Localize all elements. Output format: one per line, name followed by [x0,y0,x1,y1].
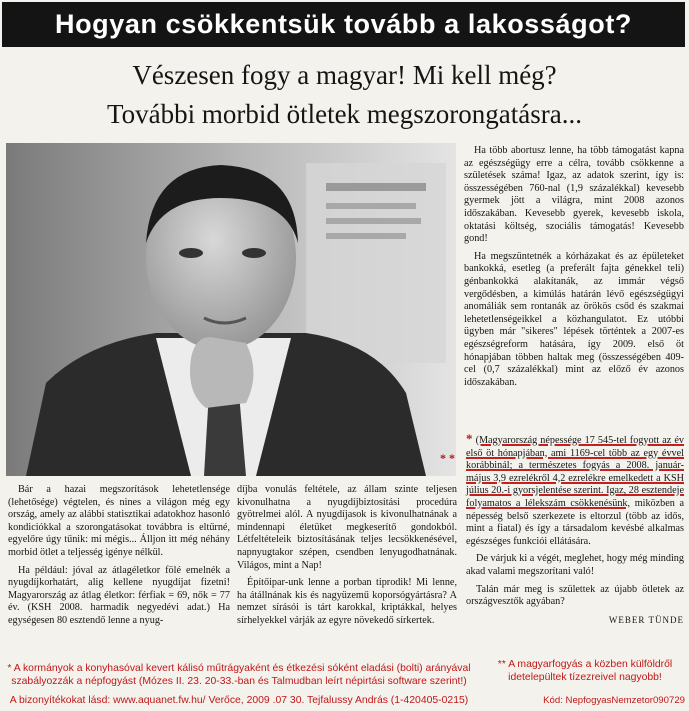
paragraph-hospitals: Ha megszüntetnék a kórházakat és az épületeket bankokká, esetleg (a preferált fajta génekkel teli) génbankokká alakítanák, az immár végső vergődésben, a kimúlás határán lévő egészségügyi anomáliák sem rontanák az örökös csőd és szakmai lehetetlenségeikkel a közhangulatot. Ez utóbbi ügyben már "sikeres" lépések történtek a 2007-es egészségreform hatására, így 2009. első öt hónapjában többen haltak meg (összességében 409-cel (0,7 százalékkal) mint az előző év azonos időszakában. [464,250,684,388]
right-column [464,145,684,394]
footnote-evidence: A bizonyítékokat lásd: www.aquanet.fw.hu/ Verőce, 2009 .07 30. Tejfalussy András (1-420405-0215) [9,695,469,706]
left-column [8,484,230,633]
footnote-salt: * A kormányok a konyhasóval kevert kálisó műtrágyaként és étkezési sóként eladási (bolti) arányával szabályozzák a népfogyást (Mózes II. 23. 20-33.-ban és Talmudban leírt népirtási software szerint!) [7,663,471,687]
right-column-lower [466,433,684,626]
paragraph-population [466,433,684,548]
paragraph-ideas: Talán már meg is születtek az újabb ötletek az országvesztők agyában? [466,583,684,608]
paragraph-wait: De várjuk ki a végét, meglehet, hogy még minding akad valami megszorítani való! [466,553,684,577]
footnote-double-mark: ** [497,659,506,670]
paragraph-pension-cont: díjba vonulás feltétele, az állam szinte teljesen kivonulhatna a nyugdíjbiztosítási procedúra gyötrelmei alól. A nyugdíjasok is kivonulhatnának a mindennapi életüket megkeserítő gondokból. Létfeltételeik biztosításának teljes lecsökkenésével, napnyugtakor szépen, csendben lenyugodhatnának. Világos, mint a Nap! [237,484,457,571]
margin-asterisks: * * [440,451,455,465]
footnote-migration-text: A magyarfogyás a közben külföldről idetelepültek tízezreivel nagyobb! [508,659,673,683]
portrait-illustration [6,143,456,476]
headline-secondary: További morbid ötletek megszorongatásra... [107,99,582,129]
banner-title: Hogyan csökkentsük tovább a lakosságot? [2,2,685,47]
paragraph-population-rest: miközben a népesség belső szerkezete is eltorzul (több az idős, mint a fiatal) és így a társadalom kevésbé alkalmas egészséges funkciói ellátására. [466,497,685,547]
portrait-photo [6,143,456,476]
document-code: Kód: NepfogyasNemzetor090729 [543,695,685,706]
paragraph-pension: Ha például: jóval az átlagéletkor fölé emelnék a nyugdíjkorhatárt, alig kellene nyugdíjat fizetni! Magyarország az átlag életkor: férfiak = 69, nők = 77 év. (KSH 2008. harmadik negyedévi adat.) Ha egységesen 80 esztendő lenne a nyug- [8,564,230,626]
middle-column [237,484,457,633]
footnote-mark: * [466,431,473,446]
paragraph-construction: Építőipar‑unk lenne a porban tiprodik! Mi lenne, ha átállnának kis és nagyüzemű koporsógyártásra? A nemzet sírásói is tárt karokkal, kriptákkal, helyes sírhelyekkel várják az egyre növekedő sírkertek. [237,577,457,626]
headline-primary: Vészesen fogy a magyar! Mi kell még? [132,60,557,90]
paragraph-intro: Bár a hazai megszorítások lehetetlensége (lehetősége) végtelen, és nines a világon még egy ország, amely az alábbi statisztikai adatokhoz hasonló kondiciókkal a szorongatásokat továbbra is eltűrné, egyelőre úgy tűnik: mi mégis... Álljon itt még néhány morbid ötlet a teljesség igénye nélkül. [8,484,230,558]
paragraph-abortion: Ha több abortusz lenne, ha több támogatást kapna az egészségügy erre a célra, tovább csökkenne a születések száma! Igaz, az adatok szerint, így is: összességében 760-nal (1,9 százalékkal) kevesebb gyermek jött a világra, mint 2008 azonos időszakában. Kevesebb gyerek, kevesebb iskola, oktatási költség, szociális támogatás! Kevesebb gond! [464,145,684,245]
footnote-migration [484,658,686,684]
author-signature: WEBER TÜNDE [608,614,684,625]
underlined-statistic: (Magyarország népessége 17 545-tel fogyott az év első öt hónapjában, ami 1169-cel több az egy évvel korábbinál; a természetes fogyás a 2008. január-május 3,9 ezrelékről 4,2 ezrelékre emelkedett a KSH július 20.-i gyorsjelentése szerint. Igaz, 28 esztendeje folyamatos a lélekszám csökkenésünk, [466,435,685,509]
